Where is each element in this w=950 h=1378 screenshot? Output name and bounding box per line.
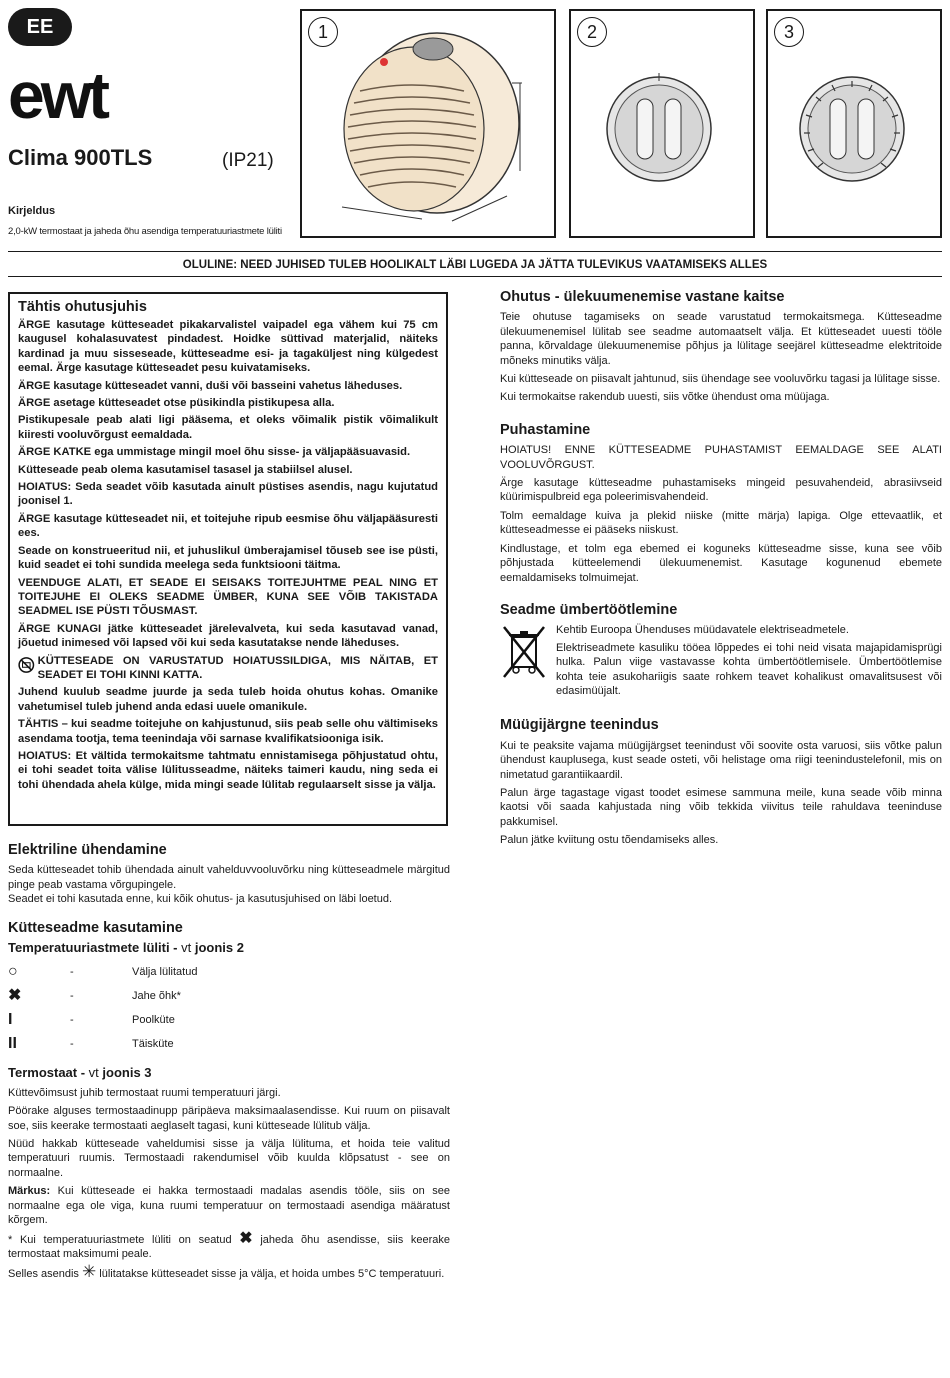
- safety-instructions-box: [8, 292, 448, 826]
- brand-logo: [8, 60, 168, 130]
- safety-paragraph: ÄRGE KUNAGI jätke kütteseadet järelevalveta, kui seda kasutavad vanad, jõuetud inimesed või lapsed või kui seda kasutatakse nende läheduses.: [18, 622, 438, 650]
- switch-heading-text: Temperatuuriastmete lüliti -: [8, 940, 182, 956]
- switch-heading-ref: joonis 2: [194, 940, 244, 956]
- switch-heading: [8, 941, 450, 955]
- electrical-title: Elektriline ühendamine: [8, 842, 167, 858]
- switch-row-off: [8, 960, 450, 984]
- figure-number: 2: [577, 17, 607, 47]
- thermostat-heading-ref: joonis 3: [102, 1065, 152, 1081]
- divider: [8, 276, 942, 277]
- cleaning-paragraph: Ärge kasutage kütteseadme puhastamiseks mingeid pesuvahendeid, abrasiivseid küürimispulbreid ega poleerimisvahendeid.: [500, 477, 942, 504]
- safety-paragraph: Seade on konstrueeritud nii, et juhuslikul ümberajamisel tõuseb see ise püsti, kuid seadet ei tohi sundida meelega seda funktsiooni täitma.: [18, 544, 438, 572]
- overheat-title: Ohutus - ülekuumenemise vastane kaitse: [500, 289, 785, 305]
- thermostat-heading-text: Termostaat -: [8, 1065, 89, 1081]
- off-icon: ○: [8, 963, 18, 981]
- thermostat-paragraph: Küttevõimsust juhib termostaat ruumi temperatuuri järgi.: [8, 1086, 281, 1099]
- description-text: 2,0-kW termostaat ja jaheda õhu asendiga temperatuuriastmete lüliti: [8, 226, 282, 237]
- switch-row-full: [8, 1032, 450, 1056]
- safety-paragraph: Pistikupesale peab alati ligi pääsema, et oleks võimalik pistik võimalikult kiiresti vooluvõrgust eemaldada.: [18, 414, 438, 441]
- electrical-paragraph: Seadet ei tohi kasutada enne, kui kõik ohutus- ja kasutusjuhised on läbi loetud.: [8, 893, 393, 906]
- right-column: [500, 290, 942, 852]
- recycling-text: [556, 623, 942, 702]
- full-heat-icon: II: [8, 1035, 17, 1053]
- safety-paragraph: ÄRGE kasutage kütteseadet nii, et toitejuhe ripub eesmise õhu väljapääsuresti ees.: [18, 512, 438, 540]
- figure-3-thermostat: [766, 9, 942, 238]
- heater-illustration: [302, 11, 554, 236]
- thermostat-note: [8, 1184, 450, 1227]
- safety-paragraph: VEENDUGE ALATI, ET SEADE EI SEISAKS TOITEJUHTME PEAL NING ET TOITEJUHE EI OLEKS SEADME ÜMBER, KUNA SEE VÕIB TAKISTADA SEADMEL ISE PÜSTI TÕUSMAST.: [18, 576, 438, 618]
- row-label: Jahe õhk*: [132, 990, 181, 1003]
- model-name: Clima 900TLS: [8, 145, 153, 170]
- figure-number: 3: [774, 17, 804, 47]
- figure-2-switch: [569, 9, 755, 238]
- do-not-cover-icon: [18, 654, 35, 676]
- switch-dial-illustration: [571, 11, 753, 236]
- figure-1-heater: [300, 9, 556, 238]
- usage-title: Kütteseadme kasutamine: [8, 919, 183, 936]
- row-label: Poolküte: [132, 1014, 175, 1027]
- row-dash: -: [70, 1014, 74, 1027]
- safety-paragraph: HOIATUS: Seda seadet võib kasutada ainult püstises asendis, nagu kujutatud joonisel 1.: [18, 481, 438, 508]
- overheat-paragraph: Teie ohutuse tagamiseks on seade varustatud termokaitsmega. Kütteseadme ülekuumenemisel lülitab see seadme automaatselt välja. Et kütteseadet uuesti tööle panna, kõrvaldage ülekuumenemise põhjus ja lülitage seejärel kütteseadme elektritoide mõneks minutiks välja.: [500, 311, 942, 367]
- row-dash: -: [70, 966, 74, 979]
- thermostat-dial-illustration: [768, 11, 940, 236]
- language-label: EE: [26, 15, 54, 38]
- svg-text:ewt: ewt: [8, 60, 107, 130]
- safety-paragraph: Kütteseade peab olema kasutamisel tasasel ja stabiilsel alusel.: [18, 463, 353, 476]
- ip-rating: (IP21): [222, 150, 274, 171]
- overheat-paragraph: Kui kütteseade on piisavalt jahtunud, siis ühendage see vooluvõrku tagasi ja lülitage sisse.: [500, 373, 941, 386]
- service-paragraph: Palun jätke kviitung ostu tõendamiseks alles.: [500, 834, 719, 847]
- note-text: Kui kütteseade ei hakka termostaadi madalas asendis tööle, siis on see normaalne ega ole viga, kuna ruumi temperatuur on termostaadi asendiga määratust kõrgem.: [8, 1185, 450, 1227]
- recycling-block: [500, 623, 942, 702]
- weee-bin-icon: [500, 623, 548, 681]
- safety-paragraph: TÄHTIS – kui seadme toitejuhe on kahjustunud, siis peab selle ohu vältimiseks asendama tootja, tema teenindaja või sarnase kvalifikatsiooniga isik.: [18, 718, 438, 745]
- safety-paragraph: ÄRGE kasutage kütteseadet pikakarvalistel vaipadel ega vähem kui 75 cm kaugusel kohalasuvatest pindadest. Hoidke süttivad materjalid, näiteks kardinad ja muu sisseseade, kütteseadme esi- ja tagaküljest ning külgedest eemal. Ärge kasutage kütteseadet pesu kuivatamiseks.: [18, 319, 438, 375]
- switch-row-cool: [8, 984, 450, 1008]
- row-dash: -: [70, 1038, 74, 1051]
- language-badge: [8, 8, 72, 46]
- service-paragraph: Palun ärge tagastage vigast toodet esimese sammuna meile, kuna seade võib minna kaotsi või saada kahjustada ning võib tekkida viivitus teile rahuldava teeninduse pakkumisel.: [500, 786, 942, 828]
- safety-paragraph: ÄRGE asetage kütteseadet otse püsikindla pistikupesa alla.: [18, 397, 335, 410]
- cleaning-title: Puhastamine: [500, 421, 591, 438]
- frost-text-a: Selles asendis: [8, 1268, 82, 1281]
- left-column: [8, 843, 450, 1286]
- description-heading: Kirjeldus: [8, 205, 56, 217]
- warning-label-text: KÜTTESEADE ON VARUSTATUD HOIATUSSILDIGA, MIS NÄITAB, ET SEADET EI TOHI KINNI KATTA.: [37, 654, 438, 681]
- footnote-text-a: * Kui temperatuuriastmete lüliti on seatud: [8, 1233, 240, 1246]
- electrical-paragraph: Seda kütteseadet tohib ühendada ainult vahelduvvooluvõrku ning kütteseadmele märgitud pinge peab vastama võrgupingele.: [8, 864, 450, 891]
- row-dash: -: [70, 990, 74, 1003]
- cleaning-paragraph: Kindlustage, et tolm ega ebemed ei koguneks kütteseadme sisse, kuna see võib põhjustada kütteelemendi ülekuumenemist. Kasutage kogunenud ebemete eemaldamiseks tolmuimejat.: [500, 542, 942, 584]
- recycling-paragraph: Kehtib Euroopa Ühenduses müüdavatele elektriseadmetele.: [556, 624, 849, 637]
- thermostat-paragraph: Pöörake alguses termostaadinupp päripäeva maksimaalasendisse. Kui ruum on piisavalt soe, siis keerake termostaati aeglaselt tagasi, kuni kütteseade lülitub välja.: [8, 1105, 450, 1132]
- safety-title: Tähtis ohutusjuhis: [18, 299, 147, 315]
- thermostat-footnote: [8, 1229, 450, 1262]
- recycling-paragraph: Elektriseadmete kasuliku tööea lõppedes ei tohi neid visata majapidamisprügi hulka. Palun viige vastavasse kohta ümbertöötlemisele. Ümbertöötlemise kohta teie asukohariigis saate rohkem teavet kohalikust omavalitsusest või edasimüüjalt.: [556, 641, 942, 697]
- fan-icon: ✖: [239, 1229, 253, 1247]
- row-label: Täisküte: [132, 1038, 174, 1051]
- cleaning-paragraph: Tolm eemaldage kuiva ja plekid niiske (mitte märja) lapiga. Olge ettevaatlik, et kütteseadmesse ei pääseks niiskust.: [500, 509, 942, 537]
- thermostat-paragraph: Nüüd hakkab kütteseade vaheldumisi sisse ja välja lülituma, et hoida teie valitud temperatuuri ruumis. Termostaadi rakendumisel võib kuulda klõpsatust - see on normaalne.: [8, 1138, 450, 1179]
- frost-icon: ✳: [82, 1262, 97, 1282]
- footnote-text-b: jaheda õhu asendisse, siis keerake termostaat maksimumi peale.: [8, 1233, 450, 1260]
- safety-paragraph: ÄRGE kasutage kütteseadet vanni, duši või basseini vahetus läheduses.: [18, 379, 403, 392]
- safety-paragraph: HOIATUS: Et vältida termokaitsme tahtmatu ennistamisega põhjustatud ohtu, ei tohi seadet toita välise lülitusseadme, näiteks taimeri kaudu, ning seda ei tohi ühendada ahela külge, mida mingi seade lülitab regulaarselt sisse ja välja.: [18, 749, 438, 791]
- switch-heading-see: vt: [181, 940, 195, 956]
- fan-icon: ✖: [8, 987, 22, 1005]
- figure-number: 1: [308, 17, 338, 47]
- note-label: Märkus:: [8, 1185, 51, 1198]
- divider: [8, 251, 942, 252]
- frost-text-b: lülitatakse kütteseadet sisse ja välja, et hoida umbes 5°C temperatuuri.: [96, 1268, 445, 1281]
- recycling-title: Seadme ümbertöötlemine: [500, 601, 678, 618]
- overheat-paragraph: Kui termokaitse rakendub uuesti, siis võtke ühendust oma müüjaga.: [500, 391, 830, 404]
- service-paragraph: Kui te peaksite vajama müügijärgset teenindust või soovite osta varuosi, siis võtke palun ühendust kauplusega, kust seade osteti, või helistage oma riigi teenindustelefonil, mis on nimetatud garantiikaardil.: [500, 739, 942, 781]
- thermostat-heading: [8, 1066, 450, 1080]
- safety-paragraph: Juhend kuulub seadme juurde ja seda tuleb hoida ohutus kohas. Omanike vahetumisel tuleb juhend anda edasi uuele omanikule.: [18, 686, 438, 713]
- switch-row-half: [8, 1008, 450, 1032]
- important-notice: OLULINE: NEED JUHISED TULEB HOOLIKALT LÄBI LUGEDA JA JÄTTA TULEVIKUS VAATAMISEKS ALLES: [182, 259, 768, 271]
- service-title: Müügijärgne teenindus: [500, 717, 659, 734]
- frost-paragraph: [8, 1262, 450, 1282]
- safety-paragraph: ÄRGE KATKE ega ummistage mingil moel õhu sisse- ja väljapääsuavasid.: [18, 446, 411, 459]
- row-label: Välja lülitatud: [132, 966, 198, 979]
- thermostat-heading-see: vt: [88, 1065, 103, 1081]
- cleaning-paragraph: HOIATUS! ENNE KÜTTESEADME PUHASTAMIST EEMALDAGE SEE ALATI VOOLUVÕRGUST.: [500, 444, 942, 471]
- safety-paragraph-warning: [18, 654, 438, 683]
- half-heat-icon: I: [8, 1011, 13, 1029]
